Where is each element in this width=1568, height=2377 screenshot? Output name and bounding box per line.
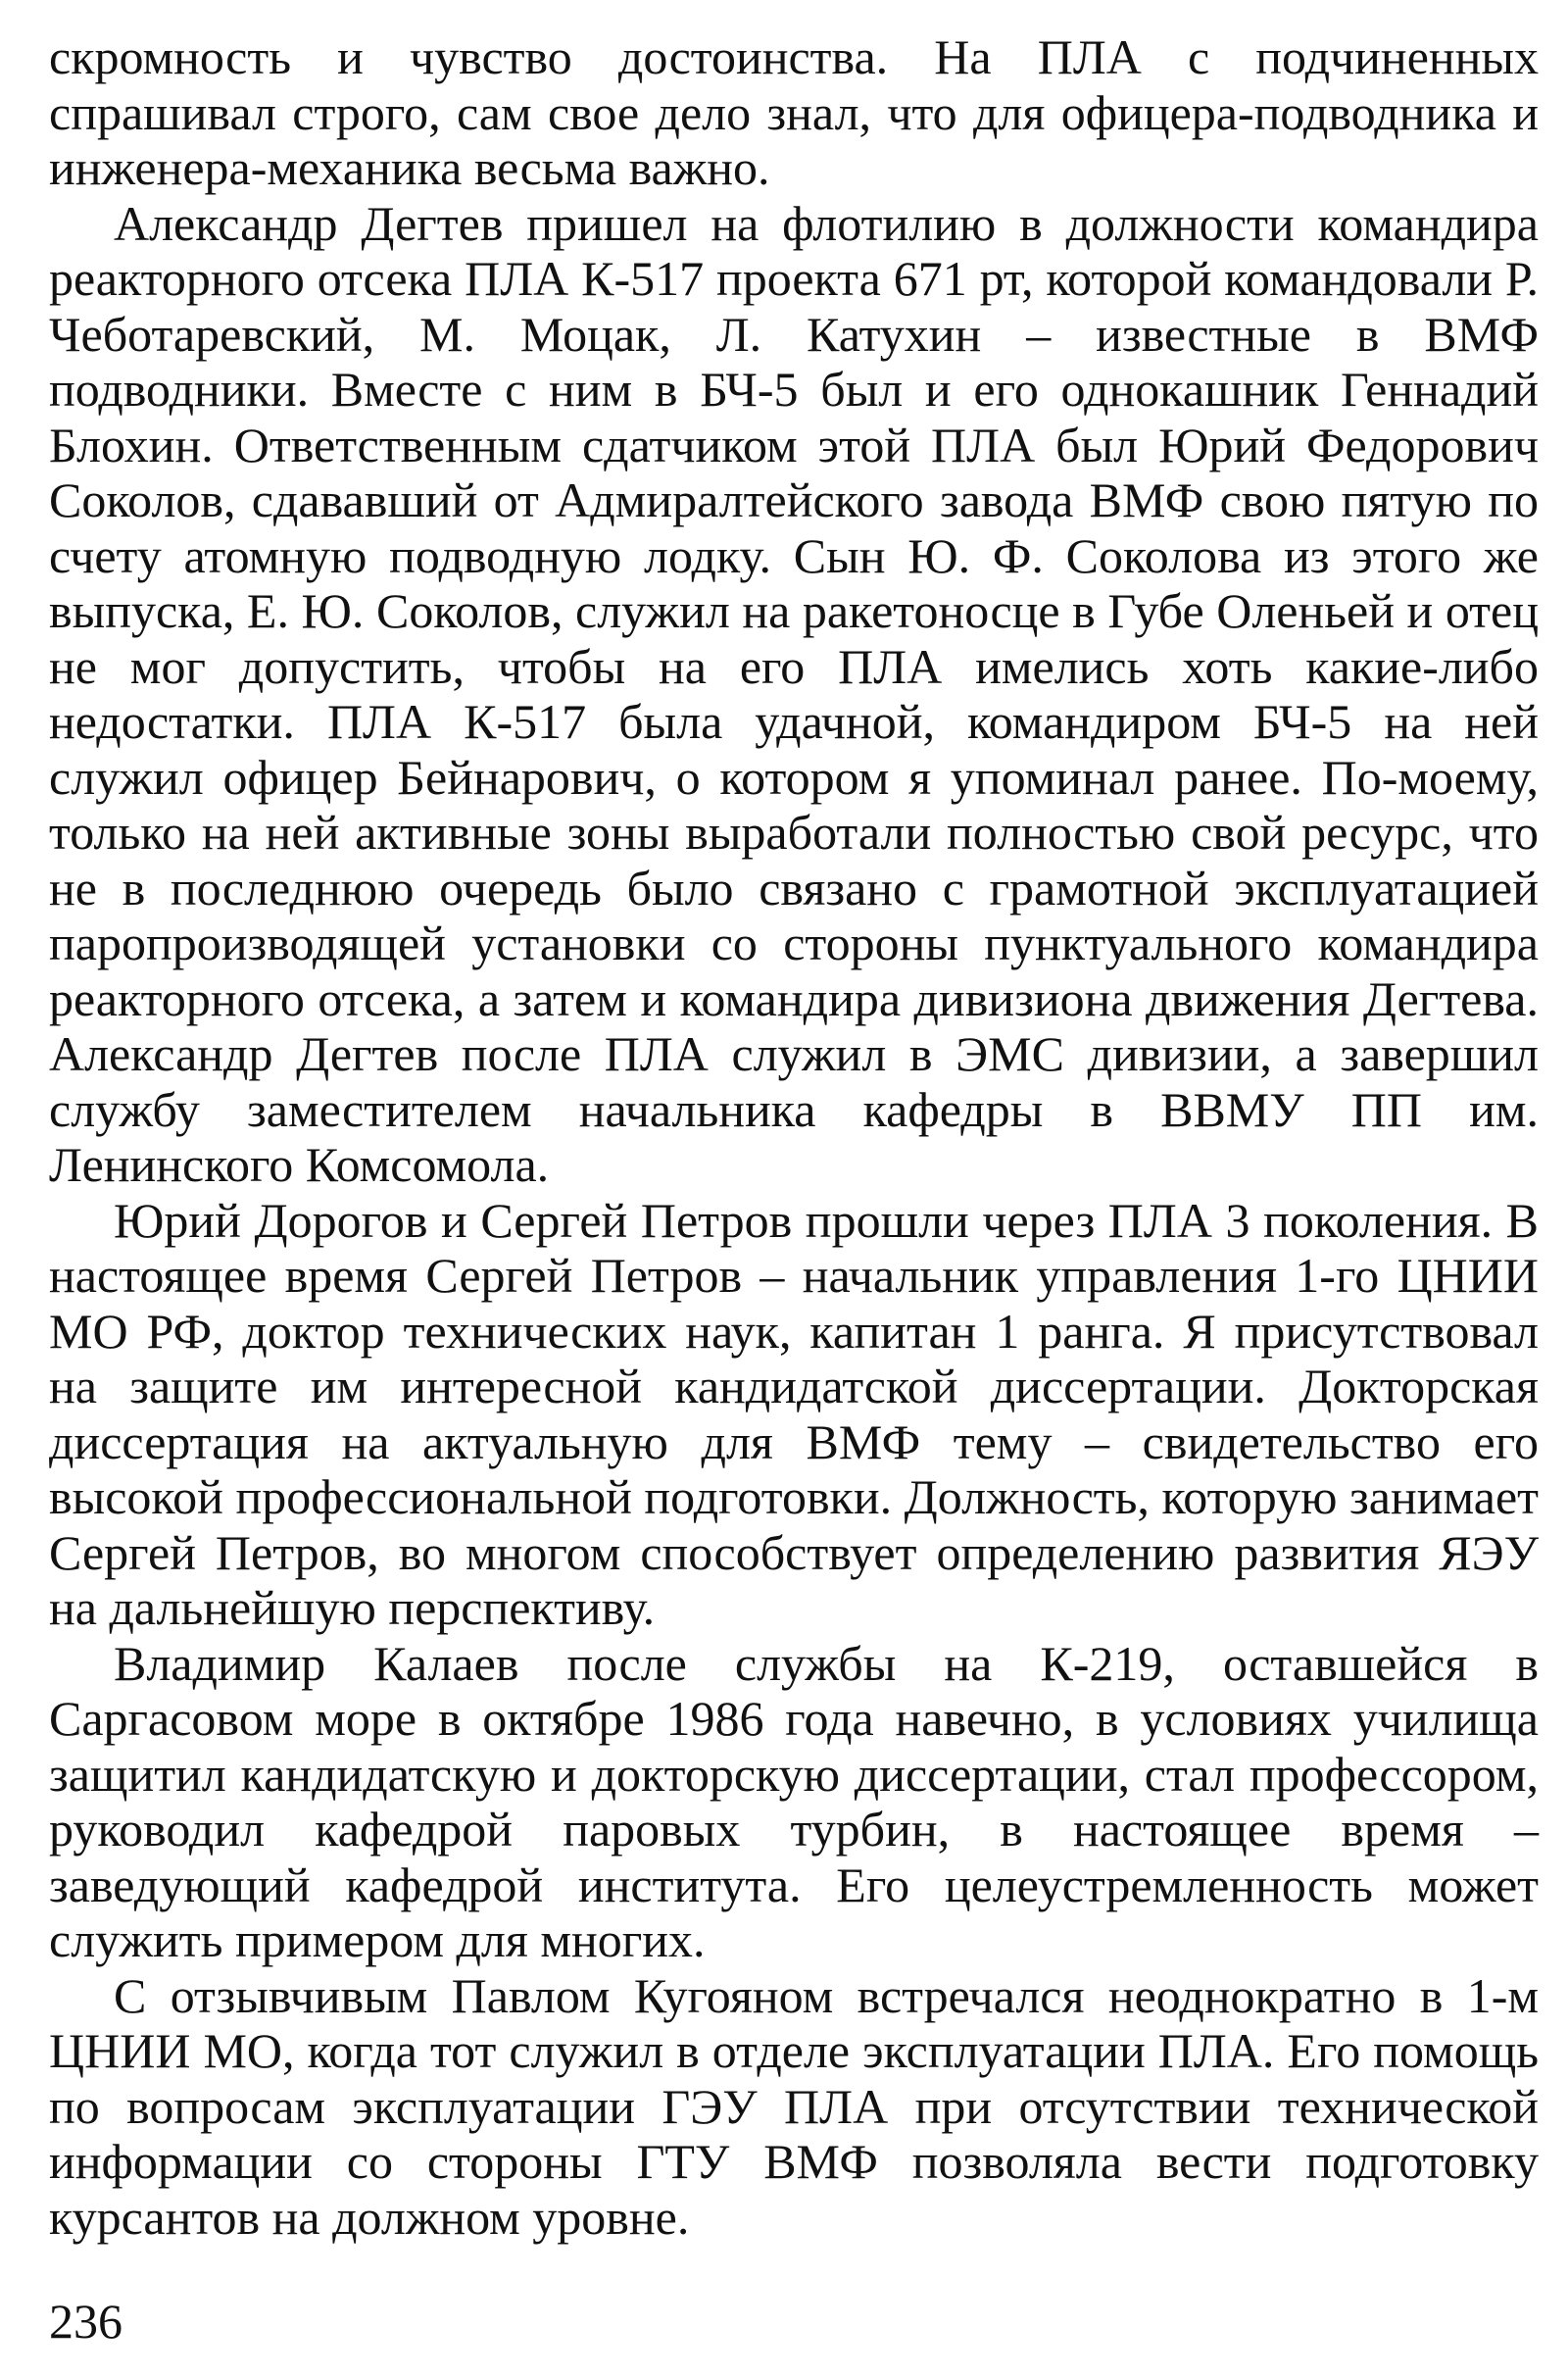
paragraph-kalaev: Владимир Калаев после службы на К-219, оставшейся в Саргасовом море в октябре 1986 года навечно, в условиях училища защитил кандидатскую и докторскую диссертации, стал профессором, руководил кафедрой паровых турбин, в настоящее время – заведующий кафедрой института. Его целеустремленность может служить примером для многих.: [49, 1635, 1539, 1967]
paragraph-dorogov-petrov: Юрий Дорогов и Сергей Петров прошли через ПЛА 3 поколения. В настоящее время Сергей Петров – начальник управления 1-го ЦНИИ МО РФ, доктор технических наук, капитан 1 ранга. Я присутствовал на защите им интересной кандидатской диссертации. Докторская диссертация на актуальную для ВМФ тему – свидетельство его высокой профессиональной подготовки. Должность, которую занимает Сергей Петров, во многом способствует определению развития ЯЭУ на дальнейшую перспективу.: [49, 1192, 1539, 1635]
page-number: 236: [49, 2294, 122, 2349]
book-page: [49, 29, 1539, 2362]
paragraph-degtev: Александр Дегтев пришел на флотилию в должности командира реакторного отсека ПЛА К-517 проекта 671 рт, которой командовали Р. Чеботаревский, М. Моцак, Л. Катухин – известные в ВМФ подводники. Вместе с ним в БЧ-5 был и его однокашник Геннадий Блохин. Ответственным сдатчиком этой ПЛА был Юрий Федорович Соколов, сдававший от Адмиралтейского завода ВМФ свою пятую по счету атомную подводную лодку. Сын Ю. Ф. Соколова из этого же выпуска, Е. Ю. Соколов, служил на ракетоносце в Губе Оленьей и отец не мог допустить, чтобы на его ПЛА имелись хоть какие-либо недостатки. ПЛА К-517 была удачной, командиром БЧ-5 на ней служил офицер Бейнарович, о котором я упоминал ранее. По-моему, только на ней активные зоны выработали полностью свой ресурс, что не в последнюю очередь было связано с грамотной эксплуатацией паропроизводящей установки со стороны пунктуального командира реакторного отсека, а затем и командира дивизиона движения Дегтева. Александр Дегтев после ПЛА служил в ЭМС дивизии, а завершил службу заместителем начальника кафедры в ВВМУ ПП им. Ленинского Комсомола.: [49, 195, 1539, 1192]
paragraph-kugoyan: С отзывчивым Павлом Кугояном встречался неоднократно в 1-м ЦНИИ МО, когда тот служил в отделе эксплуатации ПЛА. Его помощь по вопросам эксплуатации ГЭУ ПЛА при отсутствии технической информации со стороны ГТУ ВМФ позволяла вести подготовку курсантов на должном уровне.: [49, 1967, 1539, 2245]
paragraph-continued: скромность и чувство достоинства. На ПЛА с подчиненных спрашивал строго, сам свое дело знал, что для офицера-подводника и инженера-механика весьма важно.: [49, 29, 1539, 195]
